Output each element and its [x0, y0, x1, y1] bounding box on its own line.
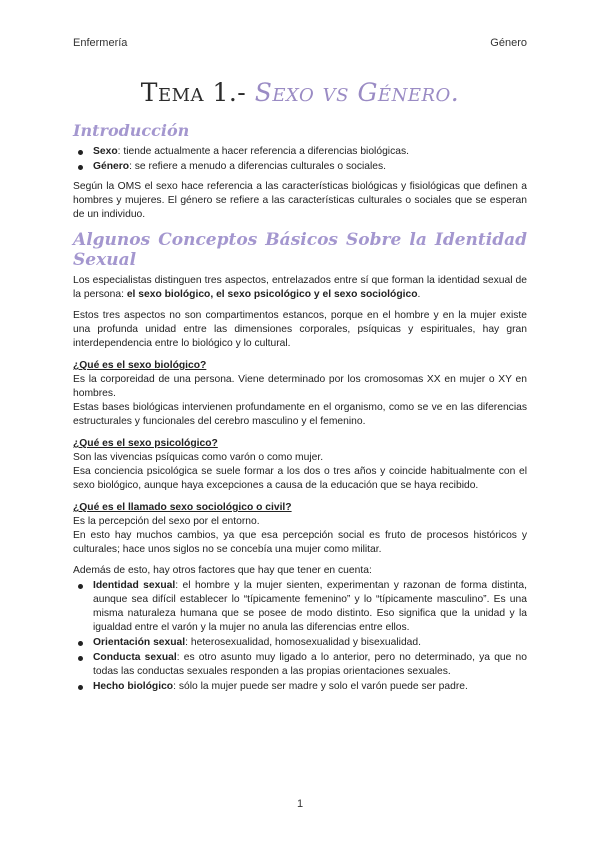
question-sociological: ¿Qué es el llamado sexo sociológico o civil? [73, 502, 292, 513]
concepts-heading: Algunos Conceptos Básicos Sobre la Identidad Sexual [73, 230, 527, 270]
term: Género [93, 161, 130, 172]
answer-line: Estas bases biológicas intervienen profundamente en el organismo, como se ve en las diferencias estructurales y funcionales del cerebro masculino y el femenino. [73, 402, 527, 427]
term: Sexo [93, 146, 118, 157]
answer-line: En esto hay muchos cambios, ya que esa percepción social es fruto de procesos históricos y culturales; hace unos siglos no se concebía una mujer como militar. [73, 530, 527, 555]
question-psychological: ¿Qué es el sexo psicológico? [73, 438, 218, 449]
header-topic: Género [490, 37, 527, 49]
answer-biological [73, 373, 527, 429]
definition: : sólo la mujer puede ser madre y solo el varón puede ser padre. [173, 681, 468, 692]
list-item [93, 651, 527, 679]
question-biological: ¿Qué es el sexo biológico? [73, 360, 207, 371]
concepts-paragraph-1 [73, 274, 527, 302]
intro-paragraph: Según la OMS el sexo hace referencia a las características biológicas y fisiológicas que definen a hombres y mujeres. El género se refiere a las características culturales o sociales que se esperan de un individuo. [73, 181, 527, 220]
intro-list [73, 145, 527, 174]
text: Los especialistas distinguen tres aspectos, entrelazados entre sí que forman la identidad sexual de la persona: [73, 275, 527, 300]
definition: : es otro asunto muy ligado a lo anterior, pero no determinado, ya que no todas las conductas sexuales responden a las propias orientaciones sexuales. [93, 652, 527, 677]
page-title [0, 78, 600, 107]
term: Conducta sexual [93, 652, 177, 663]
title-main: Tema 1.- [140, 78, 247, 107]
answer-line: Es la corporeidad de una persona. Viene determinado por los cromosomas XX en mujer o XY en hombres. [73, 374, 527, 399]
term: Orientación sexual [93, 637, 186, 648]
definition: : el hombre y la mujer sienten, experimentan y razonan de forma distinta, aunque sea difícil establecer lo “típicamente femenino” y lo “típicamente masculino”. Es una misma naturaleza humana que se posee de modo distinto. Eso significa que la unidad y la igualdad entre el varón y la mujer no anula las diferencias entre ellos. [93, 580, 527, 633]
document-body [73, 121, 527, 700]
list-item [93, 145, 527, 159]
list-item [93, 636, 527, 650]
page-header [73, 37, 527, 49]
factors-intro: Además de esto, hay otros factores que hay que tener en cuenta: [73, 565, 372, 576]
factors-list [73, 579, 527, 694]
list-item [93, 579, 527, 635]
answer-line: Son las vivencias psíquicas como varón o como mujer. [73, 452, 324, 463]
list-item [93, 680, 527, 694]
header-subject: Enfermería [73, 37, 128, 49]
definition: : se refiere a menudo a diferencias culturales o sociales. [129, 161, 387, 172]
answer-sociological [73, 515, 527, 557]
list-item [93, 160, 527, 174]
term: Identidad sexual [93, 580, 176, 591]
text: . [417, 289, 421, 300]
answer-line: Es la percepción del sexo por el entorno. [73, 516, 260, 527]
definition: : tiende actualmente a hacer referencia a diferencias biológicas. [117, 146, 409, 157]
answer-line: Esa conciencia psicológica se suele formar a los dos o tres años y coincide habitualmente con el sexo biológico, aunque haya excepciones a causa de la educación que se haya recibido. [73, 466, 527, 491]
intro-heading: Introducción [73, 121, 190, 140]
definition: : heterosexualidad, homosexualidad y bisexualidad. [185, 637, 421, 648]
concepts-paragraph-2: Estos tres aspectos no son compartimentos estancos, porque en el hombre y en la mujer existe una profunda unidad entre las dimensiones corporales, psíquicas y espirituales, hay gran interdependencia entre lo biológico y lo cultural. [73, 310, 527, 349]
answer-psychological [73, 451, 527, 493]
term: Hecho biológico [93, 681, 174, 692]
bold-text: el sexo biológico, el sexo psicológico y el sexo sociológico [126, 289, 418, 300]
title-sub: Sexo vs Género. [246, 78, 460, 107]
page-number: 1 [296, 798, 304, 810]
